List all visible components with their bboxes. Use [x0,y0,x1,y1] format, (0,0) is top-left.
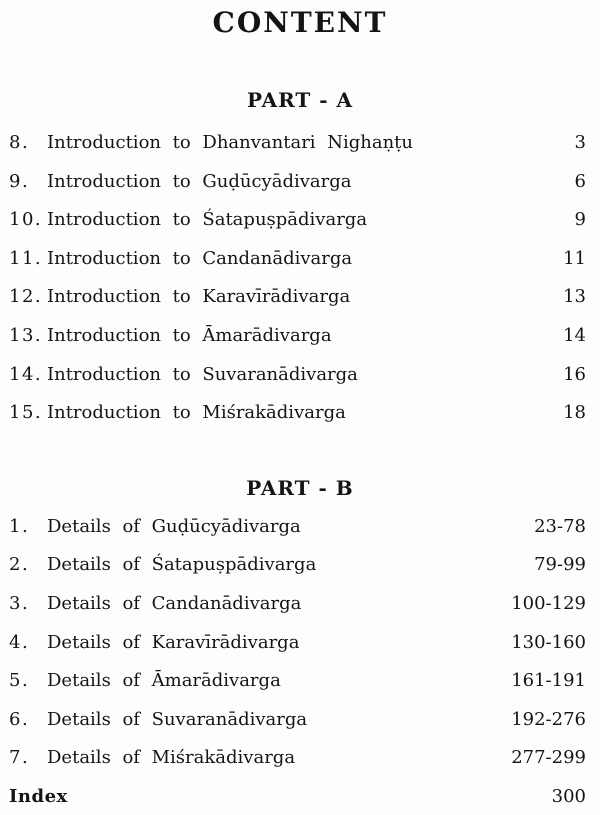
entry-title: Introduction to Karavīrādivarga [47,286,351,308]
entry-title: Introduction to Guḍūcyādivarga [47,170,352,192]
section-part-b [0,476,600,785]
entry-page-number: 23-78 [534,515,586,537]
entry-number: 9. [9,170,30,192]
entry-page-number: 130-160 [511,631,586,653]
page-title: CONTENT [212,6,388,39]
entry-number: 11. [9,247,43,269]
entry-number: 4. [9,631,30,653]
toc-entry [0,208,600,247]
toc-entry [0,631,600,670]
entry-number: 6. [9,708,30,730]
toc-entry [0,401,600,440]
entry-page-number: 192-276 [511,708,586,730]
entry-number: 12. [9,286,43,308]
entry-number: 8. [9,132,30,153]
entry-number: 5. [9,670,30,692]
entry-title: Details of Karavīrādivarga [47,631,300,653]
entry-number: 14. [9,363,43,385]
entry-title: Introduction to Suvaranādivarga [47,363,358,385]
entry-page-number: 18 [563,402,586,424]
entry-title: Introduction to Dhanvantari Nighaṇṭu [47,132,413,153]
toc-entry [0,131,600,170]
part-a-heading: PART - A [247,88,353,112]
entry-page-number: 79-99 [534,554,586,576]
entry-title: Introduction to Candanādivarga [47,247,353,269]
toc-entry [0,669,600,708]
index-row [0,785,600,809]
entry-title: Details of Miśrakādivarga [47,747,296,769]
entry-number: 15. [9,402,43,424]
entry-page-number: 13 [563,286,586,308]
entry-page-number: 161-191 [511,670,586,692]
toc-entry [0,247,600,286]
entry-page-number: 14 [563,324,586,346]
entry-page-number: 6 [574,170,586,192]
entry-title: Details of Śatapuṣpādivarga [47,554,317,576]
toc-page [0,6,600,815]
part-b-rows [0,515,600,785]
entry-page-number: 16 [563,363,586,385]
entry-number: 10. [9,209,43,231]
entry-title: Details of Āmarādivarga [47,670,281,692]
entry-title: Introduction to Āmarādivarga [47,324,332,346]
toc-entry [0,285,600,324]
entry-title: Details of Guḍūcyādivarga [47,515,301,537]
toc-entry [0,746,600,785]
entry-number: 3. [9,592,30,614]
part-b-heading: PART - B [246,475,354,500]
entry-page-number: 9 [574,209,586,231]
entry-page-number: 11 [563,247,586,269]
toc-entry [0,363,600,402]
entry-title: Details of Suvaranādivarga [47,708,308,730]
index-label: Index [9,785,68,807]
part-a-rows [0,131,600,440]
entry-page-number: 100-129 [511,592,586,614]
toc-entry [0,515,600,554]
toc-entry [0,553,600,592]
entry-number: 2. [9,554,30,576]
entry-title: Introduction to Miśrakādivarga [47,402,346,424]
entry-number: 7. [9,747,30,769]
entry-page-number: 3 [574,132,586,153]
index-page-number: 300 [551,785,586,807]
entry-number: 1. [9,515,30,537]
toc-entry [0,708,600,747]
entry-title: Details of Candanādivarga [47,592,302,614]
entry-page-number: 277-299 [511,747,586,769]
toc-entry [0,592,600,631]
toc-entry [0,324,600,363]
entry-number: 13. [9,324,43,346]
toc-entry [0,170,600,209]
section-part-a [0,88,600,440]
entry-title: Introduction to Śatapuṣpādivarga [47,209,368,231]
